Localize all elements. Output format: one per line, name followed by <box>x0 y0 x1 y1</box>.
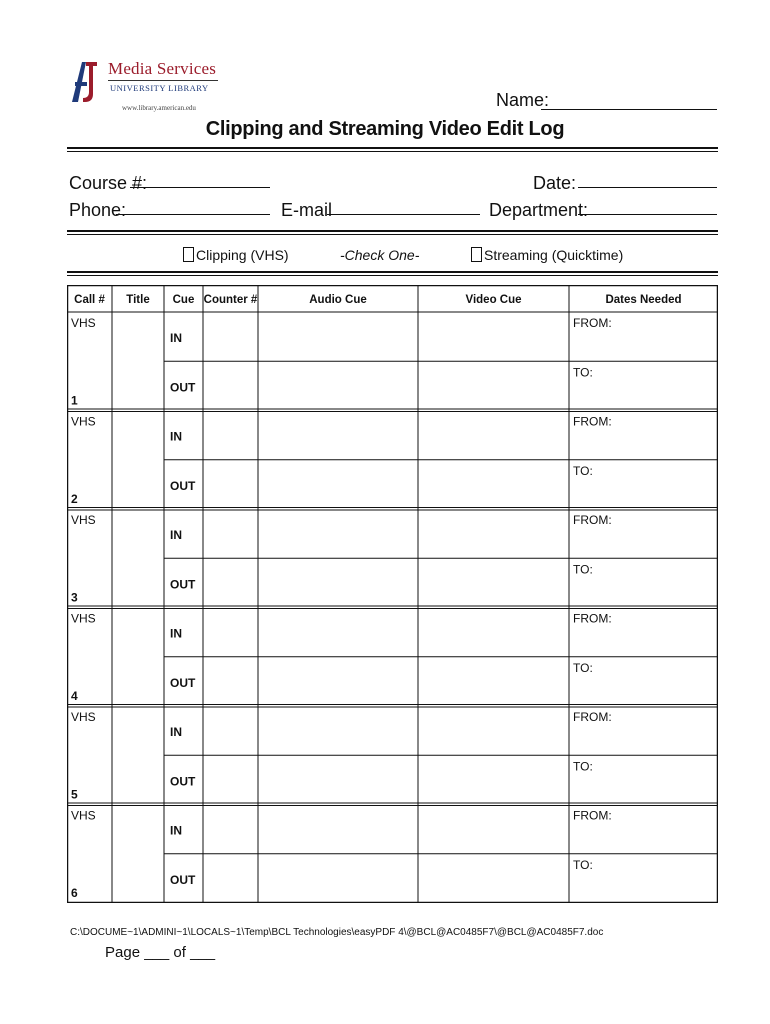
cue-in: IN <box>170 331 182 345</box>
option-streaming[interactable] <box>471 247 623 263</box>
call-format: VHS <box>71 414 96 429</box>
page-title: Clipping and Streaming Video Edit Log <box>205 118 565 140</box>
option-clipping-label: Clipping (VHS) <box>196 247 289 263</box>
date-to: TO: <box>573 463 593 478</box>
option-streaming-label: Streaming (Quicktime) <box>484 247 624 263</box>
cue-in: IN <box>170 725 182 739</box>
cue-in: IN <box>170 626 182 641</box>
option-clipping[interactable] <box>183 247 289 263</box>
column-header: Cue <box>172 294 195 306</box>
check-one-label: -Check One- <box>340 247 420 263</box>
cue-in: IN <box>170 528 182 542</box>
call-format: VHS <box>71 710 96 724</box>
cue-out: OUT <box>170 478 196 493</box>
date-label: Date: <box>533 173 577 193</box>
column-header: Call # <box>74 294 105 306</box>
call-format: VHS <box>71 316 96 330</box>
date-from: FROM: <box>573 316 612 330</box>
column-header: Audio Cue <box>309 294 367 306</box>
date-to: TO: <box>573 857 593 872</box>
streaming-checkbox[interactable] <box>471 247 482 262</box>
date-from: FROM: <box>573 611 612 626</box>
file-path: C:\DOCUME~1\ADMINI~1\LOCALS~1\Temp\BCL Technologies\easyPDF 4\@BCL@AC0485F7\@BCL@AC0485F7.doc <box>70 927 604 938</box>
au-logo-mark <box>70 60 98 104</box>
row-number: 6 <box>71 886 78 900</box>
clipping-checkbox[interactable] <box>183 247 194 262</box>
call-format: VHS <box>71 808 96 823</box>
table-rule-bottom <box>67 275 718 276</box>
column-header: Video Cue <box>465 294 522 306</box>
cue-out: OUT <box>170 380 196 395</box>
logo-divider <box>108 80 218 81</box>
date-field[interactable] <box>578 187 717 188</box>
cue-in: IN <box>170 429 182 444</box>
date-from: FROM: <box>573 513 612 527</box>
date-from: FROM: <box>573 414 612 429</box>
section-rule-top <box>67 230 718 232</box>
date-to: TO: <box>573 562 593 577</box>
phone-field[interactable] <box>116 214 270 215</box>
cue-out: OUT <box>170 577 196 592</box>
date-from: FROM: <box>573 710 612 724</box>
table-rule-top <box>67 271 718 273</box>
title-rule-bottom <box>67 151 718 152</box>
row-number: 5 <box>71 787 78 802</box>
department-field[interactable] <box>578 214 717 215</box>
email-field[interactable] <box>327 214 480 215</box>
phone-label: Phone: <box>69 200 127 220</box>
row-number: 1 <box>71 393 78 408</box>
cue-in: IN <box>170 823 182 838</box>
name-label: Name: <box>496 90 550 110</box>
row-number: 4 <box>71 689 78 703</box>
course-label: Course #: <box>69 173 148 193</box>
cue-out: OUT <box>170 774 196 789</box>
column-header: Dates Needed <box>605 294 682 306</box>
email-label: E-mail <box>281 200 333 220</box>
logo-subtitle: UNIVERSITY LIBRARY <box>110 83 209 93</box>
cue-out: OUT <box>170 675 196 690</box>
edit-log-table <box>67 285 718 903</box>
row-number: 3 <box>71 590 78 605</box>
column-header: Title <box>126 294 150 306</box>
name-field[interactable] <box>541 109 717 110</box>
date-to: TO: <box>573 365 593 380</box>
row-number: 2 <box>71 492 78 506</box>
call-format: VHS <box>71 611 96 626</box>
logo-url: www.library.american.edu <box>122 104 196 112</box>
column-header: Counter # <box>203 294 258 306</box>
logo-title: Media Services <box>108 59 217 78</box>
section-rule-bottom <box>67 234 718 235</box>
date-to: TO: <box>573 759 593 774</box>
page-number: Page ___ of ___ <box>105 944 216 961</box>
call-format: VHS <box>71 513 96 527</box>
department-label: Department: <box>489 200 589 220</box>
course-field[interactable] <box>130 187 270 188</box>
cue-out: OUT <box>170 872 196 887</box>
date-from: FROM: <box>573 808 612 823</box>
date-to: TO: <box>573 660 593 675</box>
title-rule-top <box>67 147 718 149</box>
